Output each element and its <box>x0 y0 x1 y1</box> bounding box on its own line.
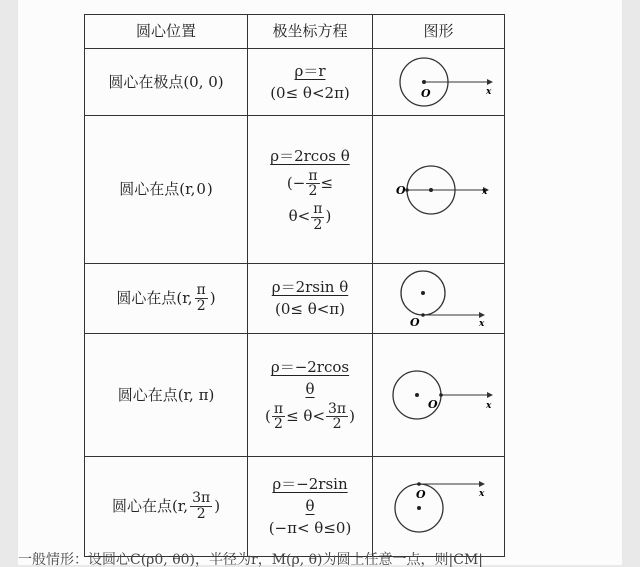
origin-label: O <box>395 183 406 197</box>
equation-text: ρ＝−2rsin <box>272 475 348 494</box>
equation-text: ρ＝2rcos θ <box>270 146 350 165</box>
equation-range <box>248 402 372 432</box>
range-part: ) <box>349 406 355 425</box>
fraction-denominator: 2 <box>308 183 318 200</box>
equation-text: ρ＝2rsin θ <box>271 278 349 297</box>
equation-cell <box>248 457 373 557</box>
circle-figure <box>379 266 499 332</box>
range-part: ) <box>325 207 332 226</box>
axis-label: x <box>478 488 484 499</box>
circle-figure <box>379 155 499 225</box>
polar-circle-table <box>84 14 505 557</box>
fraction-numerator: π <box>273 400 284 417</box>
equation-cell <box>248 334 373 457</box>
fraction-numerator: π <box>313 200 323 217</box>
axis-label: x <box>481 186 487 197</box>
table-row <box>85 264 505 334</box>
fraction-numerator: π <box>308 167 318 184</box>
center-position-cell: 圆心在极点(0, 0) <box>85 49 248 116</box>
circle-figure <box>379 360 499 430</box>
header-center-position: 圆心位置 <box>85 15 248 49</box>
position-prefix: 圆心在点(r, <box>119 180 196 199</box>
figure-cell <box>373 49 505 116</box>
equation-range: (0≤ θ<2π) <box>270 83 350 102</box>
origin-label: O <box>415 487 426 501</box>
truncated-paragraph: 一般情形：设圆心C(ρ0, θ0)，半径为r，M(ρ, θ)为圆上任意一点，则|CM| <box>18 552 483 567</box>
range-part: ≤ θ< <box>286 406 326 425</box>
fraction-denominator: 2 <box>196 298 206 314</box>
position-suffix: ) <box>214 497 221 516</box>
fraction-denominator: 2 <box>313 216 323 233</box>
fraction <box>326 402 348 432</box>
position-value: 0 <box>196 180 206 199</box>
center-position-cell <box>85 457 248 557</box>
origin-label: O <box>427 398 438 411</box>
table-row <box>85 49 505 116</box>
center-position-cell: 圆心在点(r, π) <box>85 334 248 457</box>
equation-range: (0≤ θ<π) <box>274 300 346 318</box>
fraction <box>272 402 285 432</box>
range-part: θ< <box>288 207 311 226</box>
fraction-denominator: 2 <box>274 416 283 433</box>
equation-range-2 <box>248 202 372 232</box>
figure-cell <box>373 334 505 457</box>
fraction-denominator: 2 <box>196 506 206 522</box>
figure-cell <box>373 116 505 264</box>
circle-figure <box>379 472 499 542</box>
table-header-row <box>85 15 505 49</box>
figure-cell <box>373 457 505 557</box>
range-part: ( <box>265 406 271 425</box>
equation-range <box>248 169 372 199</box>
center-position-cell <box>85 264 248 334</box>
table-row <box>85 116 505 264</box>
fraction <box>306 169 319 199</box>
range-part: ≤ <box>320 173 334 192</box>
fraction <box>311 202 324 232</box>
fraction-numerator: 3π <box>328 400 347 417</box>
axis-label: x <box>485 401 491 411</box>
table-row <box>85 334 505 457</box>
origin-label: O <box>420 87 431 100</box>
table-row <box>85 457 505 557</box>
circle-figure <box>379 51 499 113</box>
document-page <box>18 0 622 565</box>
equation-cell <box>248 49 373 116</box>
header-polar-equation: 极坐标方程 <box>248 15 373 49</box>
header-figure: 图形 <box>373 15 505 49</box>
axis-label: x <box>478 318 484 329</box>
equation-text-continued: θ <box>305 497 315 516</box>
equation-cell <box>248 264 373 334</box>
fraction <box>195 283 208 313</box>
equation-text-continued: θ <box>305 379 315 398</box>
position-prefix: 圆心在点(r, <box>116 289 193 308</box>
position-suffix: ) <box>206 180 213 199</box>
axis-label: x <box>485 87 491 97</box>
fraction-numerator: 3π <box>192 490 211 507</box>
origin-label: O <box>409 315 420 329</box>
fraction-numerator: π <box>196 282 206 299</box>
figure-cell <box>373 264 505 334</box>
fraction-denominator: 2 <box>332 416 342 433</box>
center-position-cell <box>85 116 248 264</box>
fraction <box>190 491 212 521</box>
equation-cell <box>248 116 373 264</box>
range-part: (− <box>286 173 306 192</box>
position-suffix: ) <box>209 289 216 308</box>
equation-text: ρ＝−2rcos <box>270 358 350 377</box>
equation-text: ρ＝r <box>294 61 326 80</box>
equation-range: (−π< θ≤0) <box>268 518 352 537</box>
position-prefix: 圆心在点(r, <box>111 497 189 516</box>
